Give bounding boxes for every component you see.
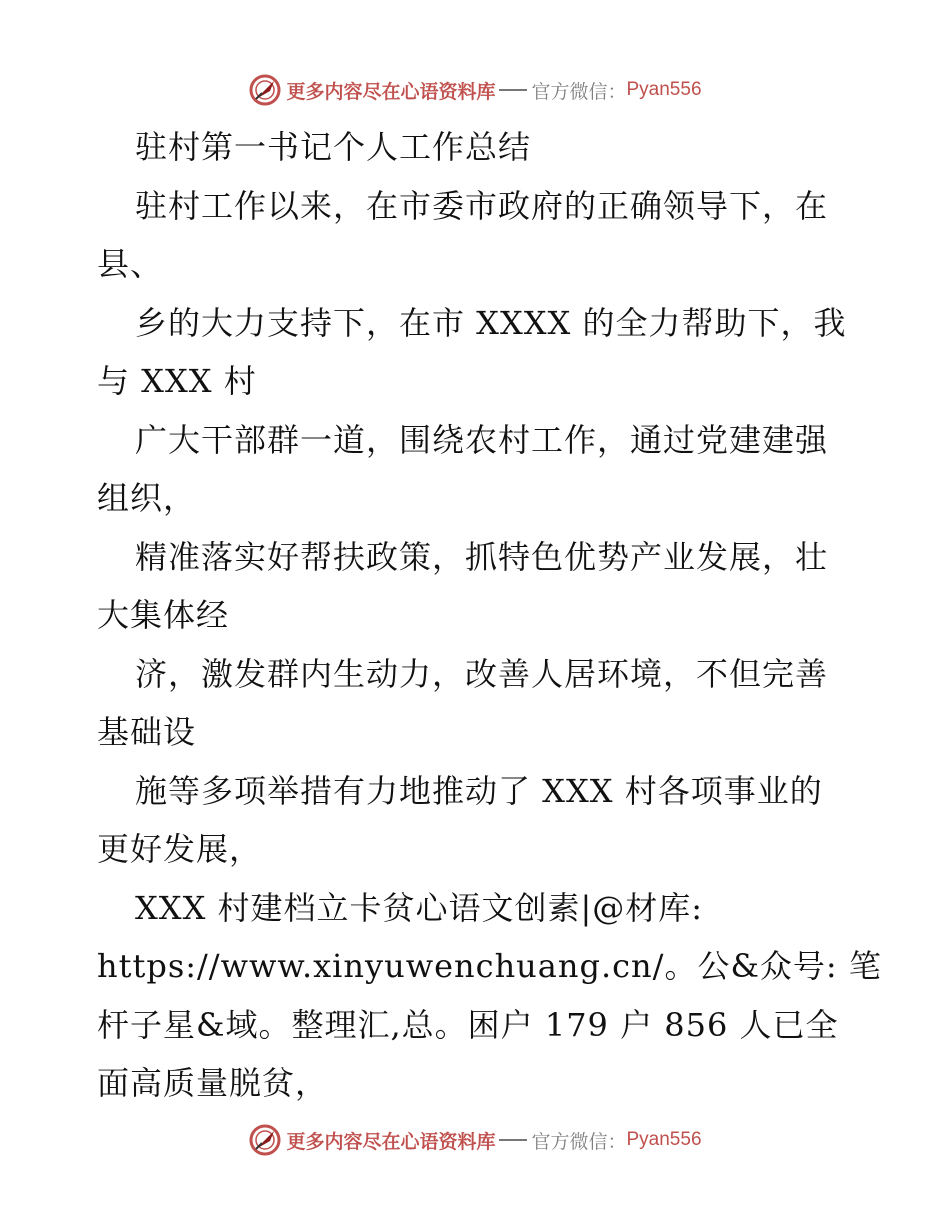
banner-wechat-label: 官方微信： bbox=[531, 1130, 627, 1153]
document-title: 驻村第一书记个人工作总结 bbox=[135, 128, 532, 166]
paragraph-line: 杆子星&域。整理汇,总。困户 179 户 856 人已全 bbox=[97, 1005, 839, 1044]
paragraph-line: 驻村工作以来，在市委市政府的正确领导下，在 bbox=[135, 186, 829, 225]
quill-logo-icon bbox=[248, 1123, 282, 1157]
paragraph-line: 济，激发群内生动力，改善人居环境，不但完善 bbox=[135, 654, 829, 693]
banner-wechat-id: Pyan556 bbox=[626, 1129, 702, 1150]
banner-divider bbox=[499, 1139, 527, 1141]
paragraph-line: XXX 村建档立卡贫心语文创素|@材库: bbox=[135, 888, 704, 927]
paragraph-line: 与 XXX 村 bbox=[97, 362, 257, 400]
quill-logo-icon bbox=[248, 73, 282, 107]
paragraph-line: 县、 bbox=[97, 245, 164, 283]
paragraph-line: 面高质量脱贫， bbox=[97, 1064, 329, 1102]
paragraph-line: 更好发展， bbox=[97, 830, 263, 868]
paragraph-line: 组织， bbox=[97, 479, 197, 517]
document-body bbox=[97, 118, 882, 1113]
banner-wechat-label: 官方微信： bbox=[531, 80, 627, 103]
paragraph-line: 广大干部群一道，围绕农村工作，通过党建建强 bbox=[135, 420, 829, 459]
banner-wechat-id: Pyan556 bbox=[626, 79, 702, 100]
banner-divider bbox=[499, 89, 527, 91]
header-banner bbox=[0, 70, 950, 110]
paragraph-line: 基础设 bbox=[97, 713, 197, 751]
paragraph-line-url: https://www.xinyuwenchuang.cn/。公&众号: 笔 bbox=[97, 947, 882, 985]
banner-title: 更多内容尽在心语资料库 bbox=[286, 80, 496, 103]
paragraph-line: 乡的大力支持下，在市 XXXX 的全力帮助下，我 bbox=[135, 303, 847, 342]
footer-banner bbox=[0, 1120, 950, 1160]
banner-title: 更多内容尽在心语资料库 bbox=[286, 1130, 496, 1153]
paragraph-line: 大集体经 bbox=[97, 596, 230, 634]
paragraph-line: 精准落实好帮扶政策，抓特色优势产业发展，壮 bbox=[135, 537, 829, 576]
paragraph-line: 施等多项举措有力地推动了 XXX 村各项事业的 bbox=[135, 771, 823, 810]
